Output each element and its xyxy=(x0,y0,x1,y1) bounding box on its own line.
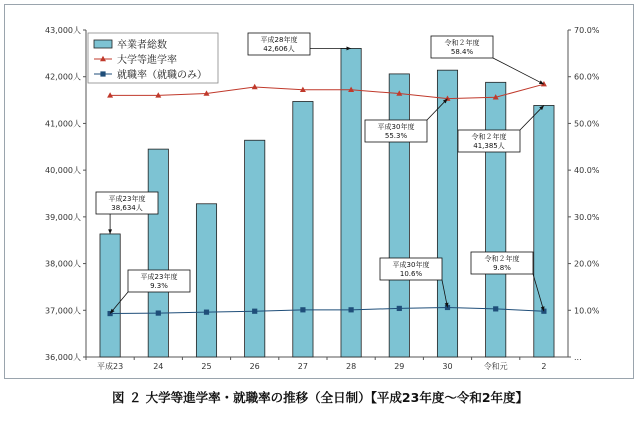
bar xyxy=(437,70,457,357)
bar xyxy=(245,140,265,357)
bar xyxy=(389,74,409,357)
callout-connector xyxy=(493,58,544,84)
left-tick-label: 40,000人 xyxy=(45,166,81,176)
callout-text: 平成30年度 xyxy=(392,261,430,269)
bar xyxy=(100,234,120,357)
callout-text: 55.3% xyxy=(384,132,408,140)
line-marker xyxy=(204,310,209,315)
bar xyxy=(293,101,313,357)
x-tick-label: 27 xyxy=(297,362,308,371)
callout-text: 令和２年度 xyxy=(484,255,520,263)
callout-text: 令和２年度 xyxy=(444,39,480,47)
legend-label: 卒業者総数 xyxy=(117,40,167,51)
callout-arrowhead xyxy=(108,229,112,234)
figure-caption: 図 ２ 大学等進学率・就職率の推移（全日制）【平成23年度～令和2年度】 xyxy=(111,390,529,405)
line-marker xyxy=(349,307,354,312)
bar xyxy=(534,105,554,357)
legend-label: 大学等進学率 xyxy=(117,55,177,66)
callout-text: 平成23年度 xyxy=(108,195,146,203)
legend-marker xyxy=(100,71,105,76)
callout-text: 38,634人 xyxy=(111,204,143,212)
right-tick-label: 60.0% xyxy=(574,72,600,82)
line-marker xyxy=(252,309,257,314)
x-tick-label: 29 xyxy=(394,362,405,371)
right-tick-label: 10.0% xyxy=(574,306,600,316)
series-line xyxy=(110,307,544,313)
series-line xyxy=(110,84,544,98)
left-tick-label: 37,000人 xyxy=(45,306,81,316)
callout-text: 令和２年度 xyxy=(471,133,507,141)
x-tick-label: 28 xyxy=(346,362,357,371)
line-marker xyxy=(493,306,498,311)
left-tick-label: 42,000人 xyxy=(45,72,81,82)
x-tick-label: 2 xyxy=(541,362,547,371)
bar xyxy=(486,82,506,357)
callout-text: 9.3% xyxy=(150,282,168,290)
right-tick-label: 20.0% xyxy=(574,259,600,269)
right-tick-label: 30.0% xyxy=(574,212,600,222)
callout-text: 平成28年度 xyxy=(260,36,298,44)
left-tick-label: 41,000人 xyxy=(45,119,81,129)
line-marker xyxy=(300,307,305,312)
line-marker xyxy=(252,84,258,89)
left-tick-label: 39,000人 xyxy=(45,212,81,222)
right-tick-label: ... xyxy=(574,353,582,362)
x-tick-label: 24 xyxy=(153,362,164,371)
bar xyxy=(196,204,216,357)
right-tick-label: 50.0% xyxy=(574,119,600,129)
callout-text: 平成23年度 xyxy=(140,273,178,281)
callout-text: 9.8% xyxy=(493,264,511,272)
left-tick-label: 43,000人 xyxy=(45,26,81,35)
right-tick-label: 70.0% xyxy=(574,26,600,35)
line-marker xyxy=(397,306,402,311)
x-tick-label: 平成23 xyxy=(97,362,124,371)
line-marker xyxy=(107,92,113,97)
left-tick-label: 36,000人 xyxy=(45,353,81,362)
x-tick-label: 30 xyxy=(442,362,453,371)
x-tick-label: 25 xyxy=(201,362,212,371)
line-marker xyxy=(156,310,161,315)
left-tick-label: 38,000人 xyxy=(45,259,81,269)
callout-text: 41,385人 xyxy=(473,142,505,150)
callout-text: 42,606人 xyxy=(263,45,295,53)
bar xyxy=(148,149,168,357)
right-tick-label: 40.0% xyxy=(574,166,600,176)
callout-text: 平成30年度 xyxy=(377,123,415,131)
x-tick-label: 令和元 xyxy=(483,362,508,371)
x-tick-label: 26 xyxy=(249,362,260,371)
legend-label: 就職率（就職のみ） xyxy=(117,70,207,81)
callout-text: 58.4% xyxy=(450,48,474,56)
callout-text: 10.6% xyxy=(399,270,423,278)
legend-swatch-bar xyxy=(94,40,112,48)
